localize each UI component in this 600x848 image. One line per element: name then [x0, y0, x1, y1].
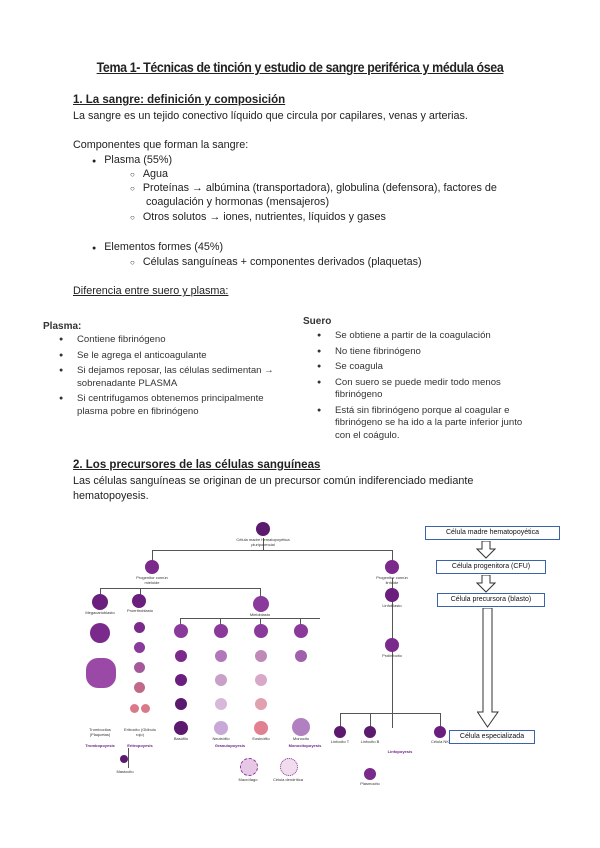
flow-box-stem: Célula madre hematopoyética [425, 526, 560, 540]
plasma-label: Plasma (55%) [104, 154, 173, 166]
hematopoiesis-diagram [80, 518, 449, 808]
mastocyte [120, 755, 128, 763]
band-eosinophil [255, 698, 267, 710]
promegakaryocyte [90, 623, 110, 643]
b-lymphocyte [364, 726, 376, 738]
megakaryocyte [86, 658, 116, 688]
lymphoid-progenitor [385, 560, 399, 574]
circle-bullet-icon: ○ [130, 258, 135, 267]
plasma-item-text: Agua [142, 168, 169, 180]
stem-cell-label: Célula madre hematopoyética pluripotencial [236, 537, 290, 547]
hematopoiesis-text: Las células sanguíneas se originan de un precursor común indiferenciado mediante hematopoyesis. [73, 475, 474, 502]
plasma-fact: ● Se le agrega el anticoagulante [55, 350, 290, 363]
eosinophil [254, 721, 268, 735]
erythroblast [134, 642, 145, 653]
serum-fact: ● Se obtiene a partir de la coagulación [313, 330, 533, 343]
caption-thrombopoiesis: Trombopoyesis [85, 743, 115, 748]
formed-item-text: Células sanguíneas + componentes derivados (plaquetas) [142, 256, 422, 268]
plasma-item-text: Proteínas → albúmina (transportadora), globulina (defensora), factores de [142, 182, 497, 194]
serum-fact: ● Con suero se puede medir todo menos fibrinógeno [313, 377, 533, 402]
reticulocyte [134, 682, 145, 693]
promyelocyte [214, 624, 228, 638]
proerythroblast-label: Proeritroblasto [126, 608, 153, 613]
section-heading-2: 2. Los precursores de las células sanguíneas [73, 459, 321, 471]
bullet-icon: ● [92, 245, 97, 252]
dendritic-cell [280, 758, 298, 776]
serum-fact: ● No tiene fibrinógeno [313, 346, 533, 359]
megakaryoblast-label: Megacarioblasto [85, 610, 115, 615]
prolymphocyte [385, 638, 399, 652]
dendritic-cell-label: Célula dendrítica [272, 777, 304, 782]
eosinophil-label: Eosinófilo [252, 736, 270, 741]
circle-bullet-icon: ○ [130, 184, 135, 193]
plasma-item [130, 210, 386, 226]
metamyelocyte [255, 674, 267, 686]
proerythroblast [132, 594, 146, 608]
components-intro: Componentes que forman la sangre: [73, 139, 249, 151]
neutrophil [214, 721, 228, 735]
myelocyte [255, 650, 267, 662]
myelocyte [175, 650, 187, 662]
long-down-arrow-icon [477, 608, 499, 728]
caption-granulopoiesis: Granulopoyesis [214, 743, 246, 748]
erythrocyte [141, 704, 150, 713]
erythrocyte-label: Eritrocito (Glóbulo rojo) [123, 727, 156, 737]
band-basophil [175, 698, 187, 710]
down-arrow-icon [476, 541, 496, 559]
serum-fact: ● Se coagula [313, 361, 533, 374]
caption-monocytopoiesis: Monocitopoyesis [288, 743, 322, 748]
mastocyte-label: Mastocito [116, 769, 134, 774]
metamyelocyte [175, 674, 187, 686]
myeloblast-label: Mieloblasto [249, 612, 271, 617]
basophil-label: Basófilo [173, 736, 189, 741]
erythrocyte [130, 704, 139, 713]
erythroblast [134, 662, 145, 673]
bullet-icon: ● [92, 158, 97, 165]
flow-box-precursor: Célula precursora (blasto) [437, 593, 545, 607]
lymphoblast [385, 588, 399, 602]
circle-bullet-icon: ○ [130, 170, 135, 179]
plasma-item-continued: coagulación y hormonas (mensajeros) [146, 196, 330, 208]
monoblast [294, 624, 308, 638]
promyelocyte [174, 624, 188, 638]
blood-definition: La sangre es un tejido conectivo líquido que circula por capilares, venas y arterias. [73, 110, 468, 122]
monocyte [292, 718, 310, 736]
formed-item [130, 255, 422, 271]
lymphoblast-label: Linfoblasto [382, 603, 402, 608]
basophil [174, 721, 188, 735]
formed-label: Elementos formes (45%) [104, 241, 224, 253]
neutrophil-label: Neutrófilo [212, 736, 230, 741]
macrophage-label: Macrófago [238, 777, 258, 782]
section-heading-1: 1. La sangre: definición y composición [73, 94, 286, 106]
metamyelocyte [215, 674, 227, 686]
flow-box-specialized: Célula especializada [449, 730, 535, 744]
plasma-cell [364, 768, 376, 780]
megakaryoblast [92, 594, 108, 610]
caption-erythropoiesis: Eritropoyesis [127, 743, 153, 748]
nk-label: Célula NK [430, 739, 449, 744]
serum-column-title: Suero [303, 316, 332, 327]
b-lymphocyte-label: Linfocito B [360, 739, 380, 744]
t-lymphocyte-label: Linfocito T [330, 739, 350, 744]
plasma-column [55, 334, 290, 421]
down-arrow-icon [476, 575, 496, 593]
serum-fact: ● Está sin fibrinógeno porque al coagular e fibrinógeno se ha ido a la parte inferior junto con el coágulo. [313, 405, 533, 443]
plasma-fact: ● Si dejamos reposar, las células sedimentan → sobrenadante PLASMA [55, 365, 290, 390]
platelets-label: Trombocitos (Plaquetas) [89, 727, 111, 737]
circle-bullet-icon: ○ [130, 213, 135, 222]
plasma-column-title: Plasma: [43, 321, 82, 332]
myelocyte [215, 650, 227, 662]
nk-cell [434, 726, 446, 738]
myeloblast [253, 596, 269, 612]
macrophage [240, 758, 258, 776]
lymphoid-label: Progenitor común linfoide [376, 575, 408, 585]
monocyte-label: Monocito [292, 736, 310, 741]
promyelocyte [254, 624, 268, 638]
erythroblast [134, 622, 145, 633]
flow-box-progenitor: Célula progenitora (CFU) [436, 560, 546, 574]
plasma-cell-label: Plasmocito [360, 781, 380, 786]
difference-heading: Diferencia entre suero y plasma: [73, 285, 229, 297]
plasma-item-text: Otros solutos → iones, nutrientes, líquidos y gases [142, 211, 386, 223]
page-title: Tema 1- Técnicas de tinción y estudio de sangre periférica y médula ósea [96, 60, 504, 75]
plasma-fact: ● Contiene fibrinógeno [55, 334, 290, 347]
t-lymphocyte [334, 726, 346, 738]
myeloid-progenitor [145, 560, 159, 574]
prolymphocyte-label: Prolinfocito [382, 653, 402, 658]
stem-cell [256, 522, 270, 536]
promonocyte [295, 650, 307, 662]
serum-column [313, 330, 533, 445]
plasma-fact: ● Si centrifugamos obtenemos principalmente plasma pobre en fibrinógeno [55, 393, 290, 418]
band-neutrophil [215, 698, 227, 710]
myeloid-label: Progenitor común mieloide [136, 575, 168, 585]
caption-lymphopoiesis: Linfopoyesis [387, 749, 413, 754]
